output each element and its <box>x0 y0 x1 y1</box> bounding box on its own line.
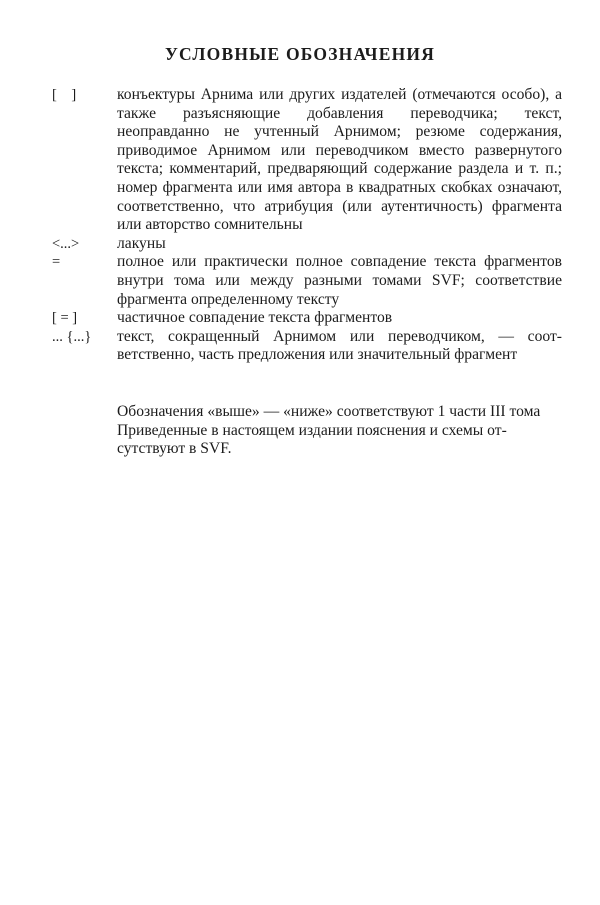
note-above-below: Обозначения «выше» — «ниже» соответствуют 1 части III тома <box>117 403 541 420</box>
legend-entry-partial-equals <box>52 309 562 328</box>
legend-entry-ellipsis <box>52 328 562 365</box>
legend-symbol: [ ] <box>52 87 77 103</box>
legend-entry-brackets <box>52 86 562 235</box>
legend-symbol: = <box>52 254 61 271</box>
legend-entry-lacunae <box>52 235 562 254</box>
legend-symbol: [ = ] <box>52 310 78 327</box>
legend-symbol: ... {...} <box>52 328 92 345</box>
legend-description: текст, сокращенный Арнимом или переводчиком, — соответственно, часть предложения или значительный фрагмент <box>117 327 562 364</box>
legend-entry-equals <box>52 253 562 309</box>
legend-description: лакуны <box>117 234 166 252</box>
note-svf-absent: Приведенные в настоящем издании пояснения и схемы отсутствуют в SVF. <box>117 421 507 458</box>
notes-block <box>117 403 562 459</box>
legend-list <box>52 86 562 365</box>
legend-description: полное или практически полное совпадение текста фрагментов внутри тома или между разными томами SVF; соответствие фрагмента определенному тексту <box>117 253 562 308</box>
page-title: УСЛОВНЫЕ ОБОЗНАЧЕНИЯ <box>164 44 436 64</box>
legend-description: конъектуры Арнима или других издателей (отмечаются особо), а также разъясняющие добавления переводчика; текст, неоправданно не учтенный Арнимом; резюме содержания, приводимое Арнимом или переводчиком вместо развернутого текста; комментарий, предваряющий содержание раздела и т. п.; номер фрагмента или имя автора в квадратных скобках означают, соответственно, что атрибуция (или аутентичность) фрагмента или авторство сомнительны <box>117 86 562 234</box>
legend-description: частичное совпадение текста фрагментов <box>117 309 393 327</box>
legend-symbol: <...> <box>52 235 80 252</box>
